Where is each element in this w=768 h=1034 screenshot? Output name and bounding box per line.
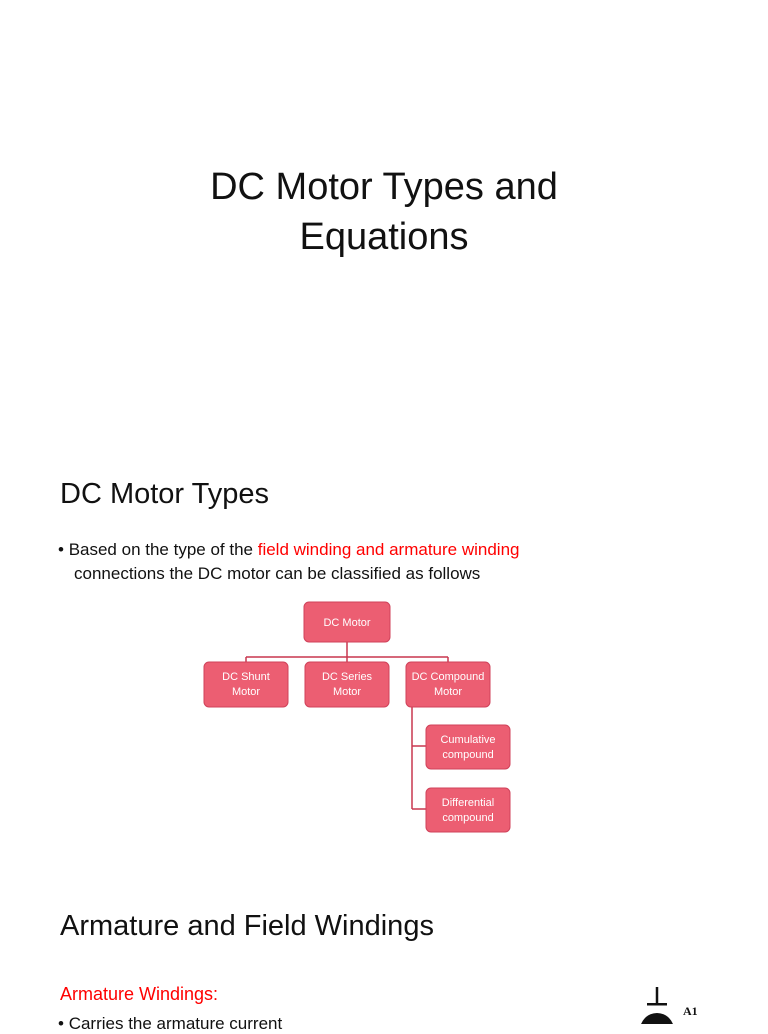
classification-bullet bbox=[58, 538, 698, 586]
armature-bullet: • Carries the armature current bbox=[58, 1014, 283, 1033]
node-dc-series-line1: DC Series bbox=[321, 671, 373, 683]
title-line-2: Equations bbox=[299, 216, 469, 258]
node-dc-compound-line1: DC Compound bbox=[411, 671, 485, 683]
armature-circuit-symbol bbox=[630, 985, 710, 1024]
bullet-prefix: Based on the type of the bbox=[68, 540, 258, 559]
node-dc-compound-motor bbox=[406, 662, 490, 707]
node-dc-shunt-line2: Motor bbox=[231, 686, 261, 698]
section-heading-windings: Armature and Field Windings bbox=[60, 910, 434, 942]
node-dc-series-motor bbox=[305, 662, 389, 707]
node-dc-shunt-line1: DC Shunt bbox=[222, 671, 270, 683]
bullet-highlight: field winding and armature winding bbox=[257, 540, 520, 559]
node-differential-line1: Differential bbox=[441, 797, 495, 809]
armature-windings-label: Armature Windings: bbox=[60, 984, 219, 1004]
terminal-cap bbox=[647, 1003, 667, 1006]
section-heading-motor-types: DC Motor Types bbox=[60, 478, 269, 510]
node-dc-shunt-motor bbox=[204, 662, 288, 707]
node-cumulative-compound bbox=[426, 725, 510, 769]
node-cumulative-line2: compound bbox=[442, 749, 494, 761]
page-title bbox=[0, 162, 768, 262]
bullet-line-2: connections the DC motor can be classified as follows bbox=[74, 564, 481, 583]
node-dc-series-line2: Motor bbox=[332, 686, 362, 698]
motor-types-diagram bbox=[200, 597, 544, 837]
title-line-1: DC Motor Types and bbox=[210, 166, 558, 208]
node-differential-line2: compound bbox=[442, 812, 494, 824]
title-slide bbox=[0, 0, 768, 420]
node-dc-motor-label: DC Motor bbox=[323, 617, 371, 629]
node-dc-motor bbox=[304, 602, 390, 642]
armature-circle bbox=[640, 1013, 674, 1024]
armature-bullet-text: Carries the armature current bbox=[68, 1014, 283, 1033]
terminal-label-a1: A1 bbox=[683, 1004, 698, 1018]
node-dc-compound-line2: Motor bbox=[433, 686, 463, 698]
node-cumulative-line1: Cumulative bbox=[440, 734, 496, 746]
node-differential-compound bbox=[426, 788, 510, 832]
bullet-line-1: • Based on the type of the field winding and armature winding bbox=[58, 540, 520, 559]
